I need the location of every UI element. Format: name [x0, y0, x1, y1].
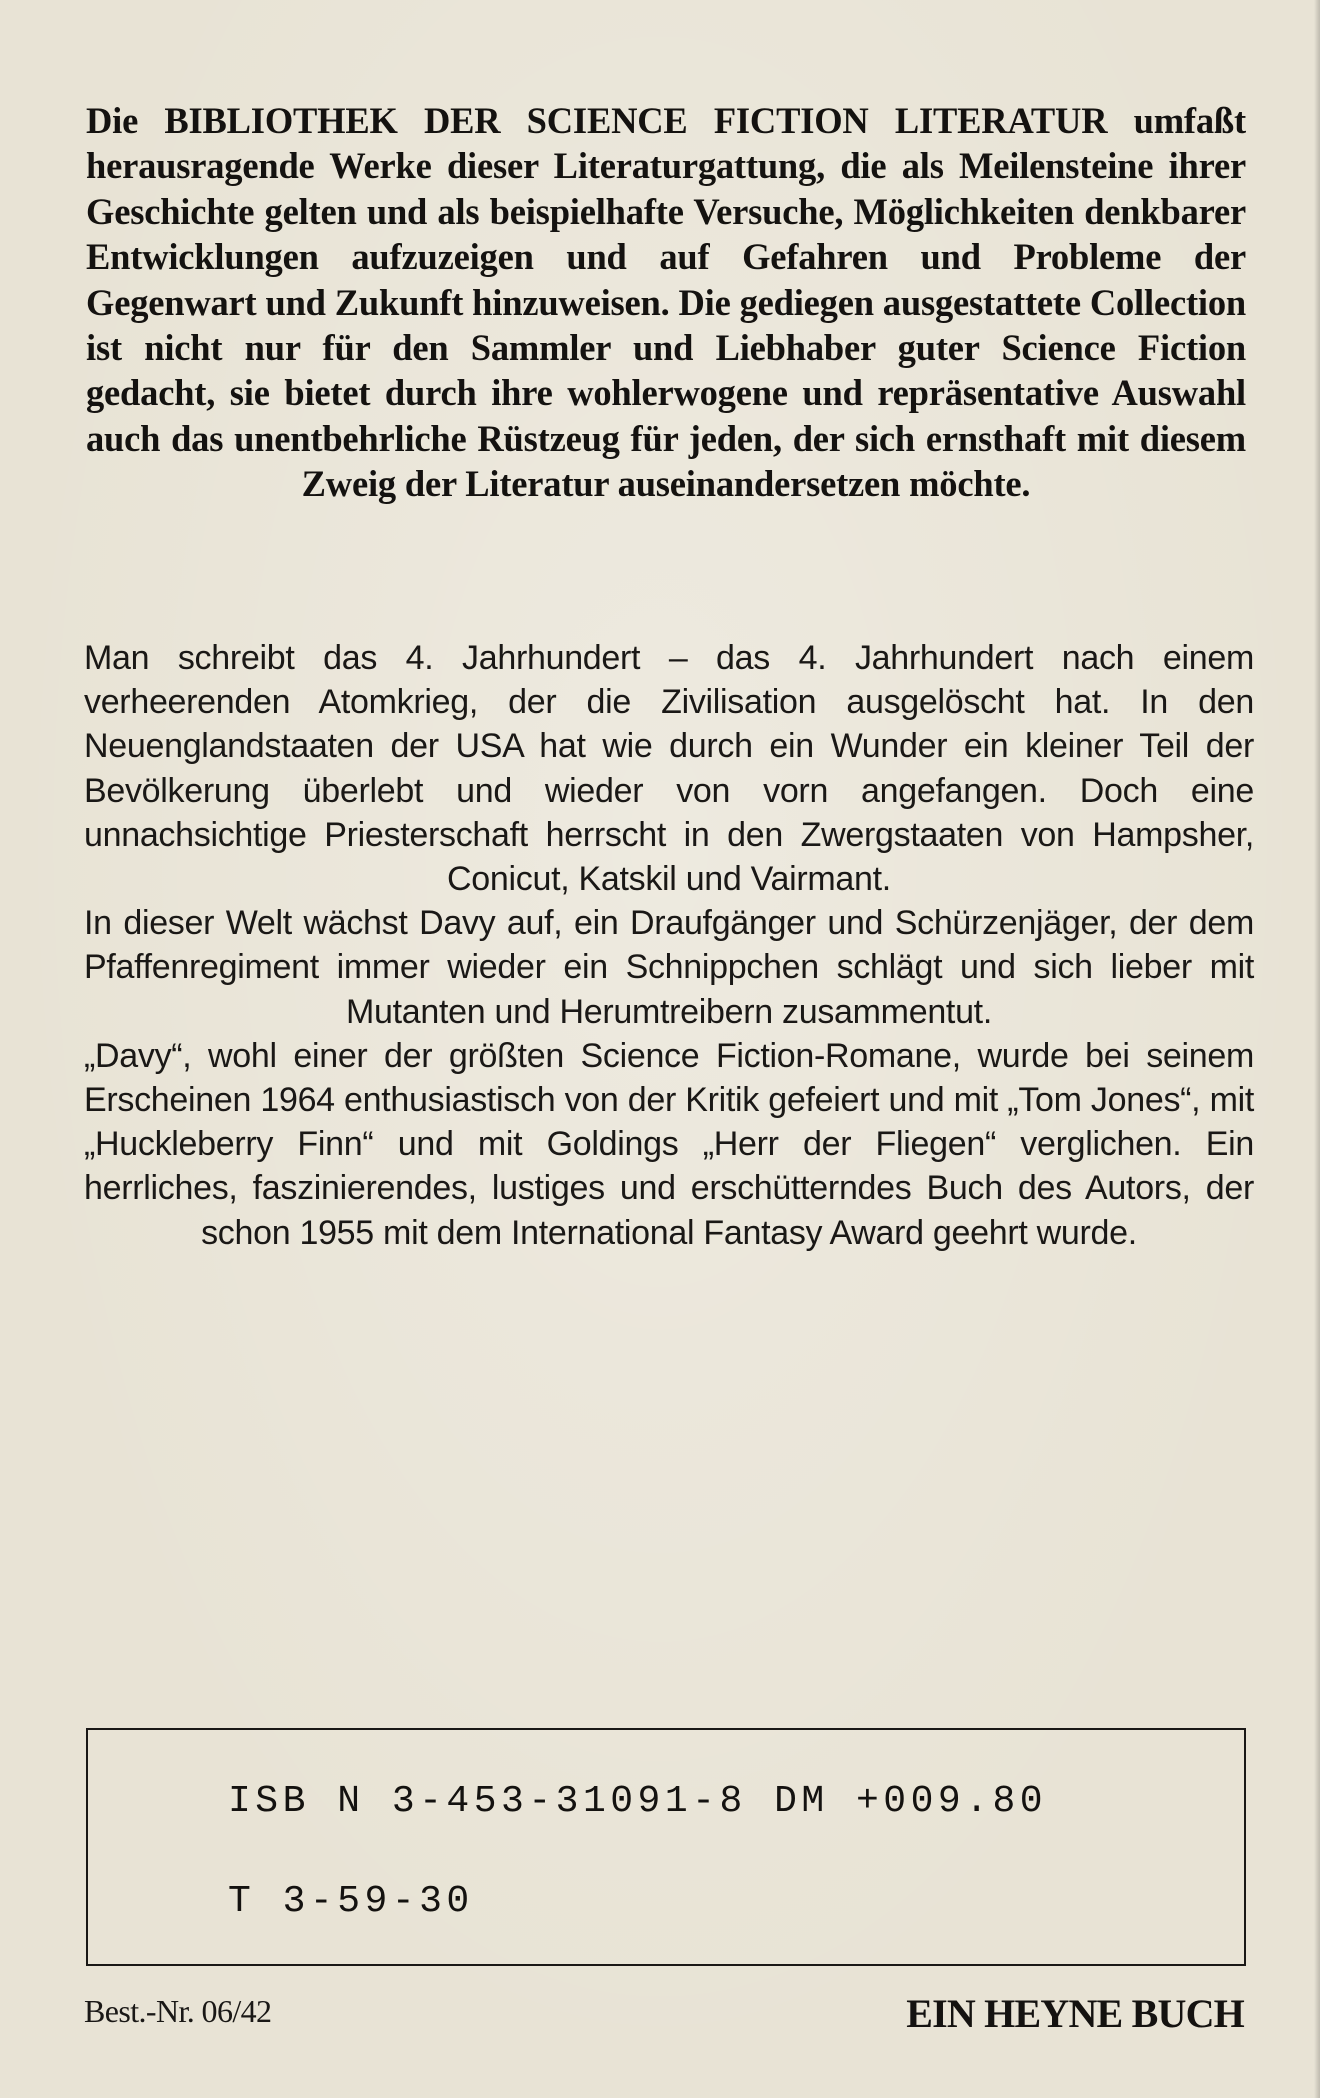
isbn-price-line: ISB N 3-453-31091-8 DM +009.80: [228, 1780, 1048, 1823]
order-number: Best.-Nr. 06/42: [84, 1993, 272, 2029]
publisher-imprint: EIN HEYNE BUCH: [906, 1991, 1244, 2036]
cover-edge-shadow: [1314, 0, 1320, 2098]
book-description: [84, 636, 1254, 1255]
book-description-paragraph-1: Man schreibt das 4. Jahrhundert – das 4. Jahrhundert nach einem verheerenden Atomkrieg, der die Zivilisation ausgelöscht hat. In den Neuenglandstaaten der USA hat wie durch ein Wunder ein kleiner Teil der Bevölkerung überlebt und wieder von vorn angefangen. Doch eine unnachsichtige Priesterschaft herrscht in den Zwergstaaten von Hampsher, Conicut, Katskil und Vairmant.: [84, 639, 1254, 899]
book-description-paragraph-3: „Davy“, wohl einer der größten Science Fiction-Romane, wurde bei seinem Erscheinen 1964 enthusiastisch von der Kritik gefeiert und mit „Tom Jones“, mit „Huckleberry Finn“ und mit Goldings „Herr der Fliegen“ verglichen. Ein herrliches, faszinierendes, lustiges und erschütterndes Buch des Autors, der schon 1955 mit dem International Fantasy Award geehrt wurde.: [84, 1036, 1254, 1252]
catalog-code-line: T 3-59-30: [228, 1880, 474, 1923]
isbn-price-box: [86, 1728, 1246, 1966]
book-description-paragraph-2: In dieser Welt wächst Davy auf, ein Draufgänger und Schürzenjäger, der dem Pfaffenregiment immer wieder ein Schnippchen schlägt und sich lieber mit Mutanten und Herumtreibern zusammentut.: [84, 904, 1254, 1031]
series-description: Die BIBLIOTHEK DER SCIENCE FICTION LITERATUR umfaßt herausragende Werke dieser Literaturgattung, die als Meilensteine ihrer Geschichte gelten und als beispielhafte Versuche, Möglichkeiten denkbarer Entwicklungen aufzuzeigen und auf Gefahren und Probleme der Gegenwart und Zukunft hinzuweisen. Die gediegen ausgestattete Collection ist nicht nur für den Sammler und Liebhaber guter Science Fiction gedacht, sie bietet durch ihre wohlerwogene und repräsentative Auswahl auch das unentbehrliche Rüstzeug für jeden, der sich ernsthaft mit diesem Zweig der Literatur auseinandersetzen möchte.: [86, 100, 1246, 505]
